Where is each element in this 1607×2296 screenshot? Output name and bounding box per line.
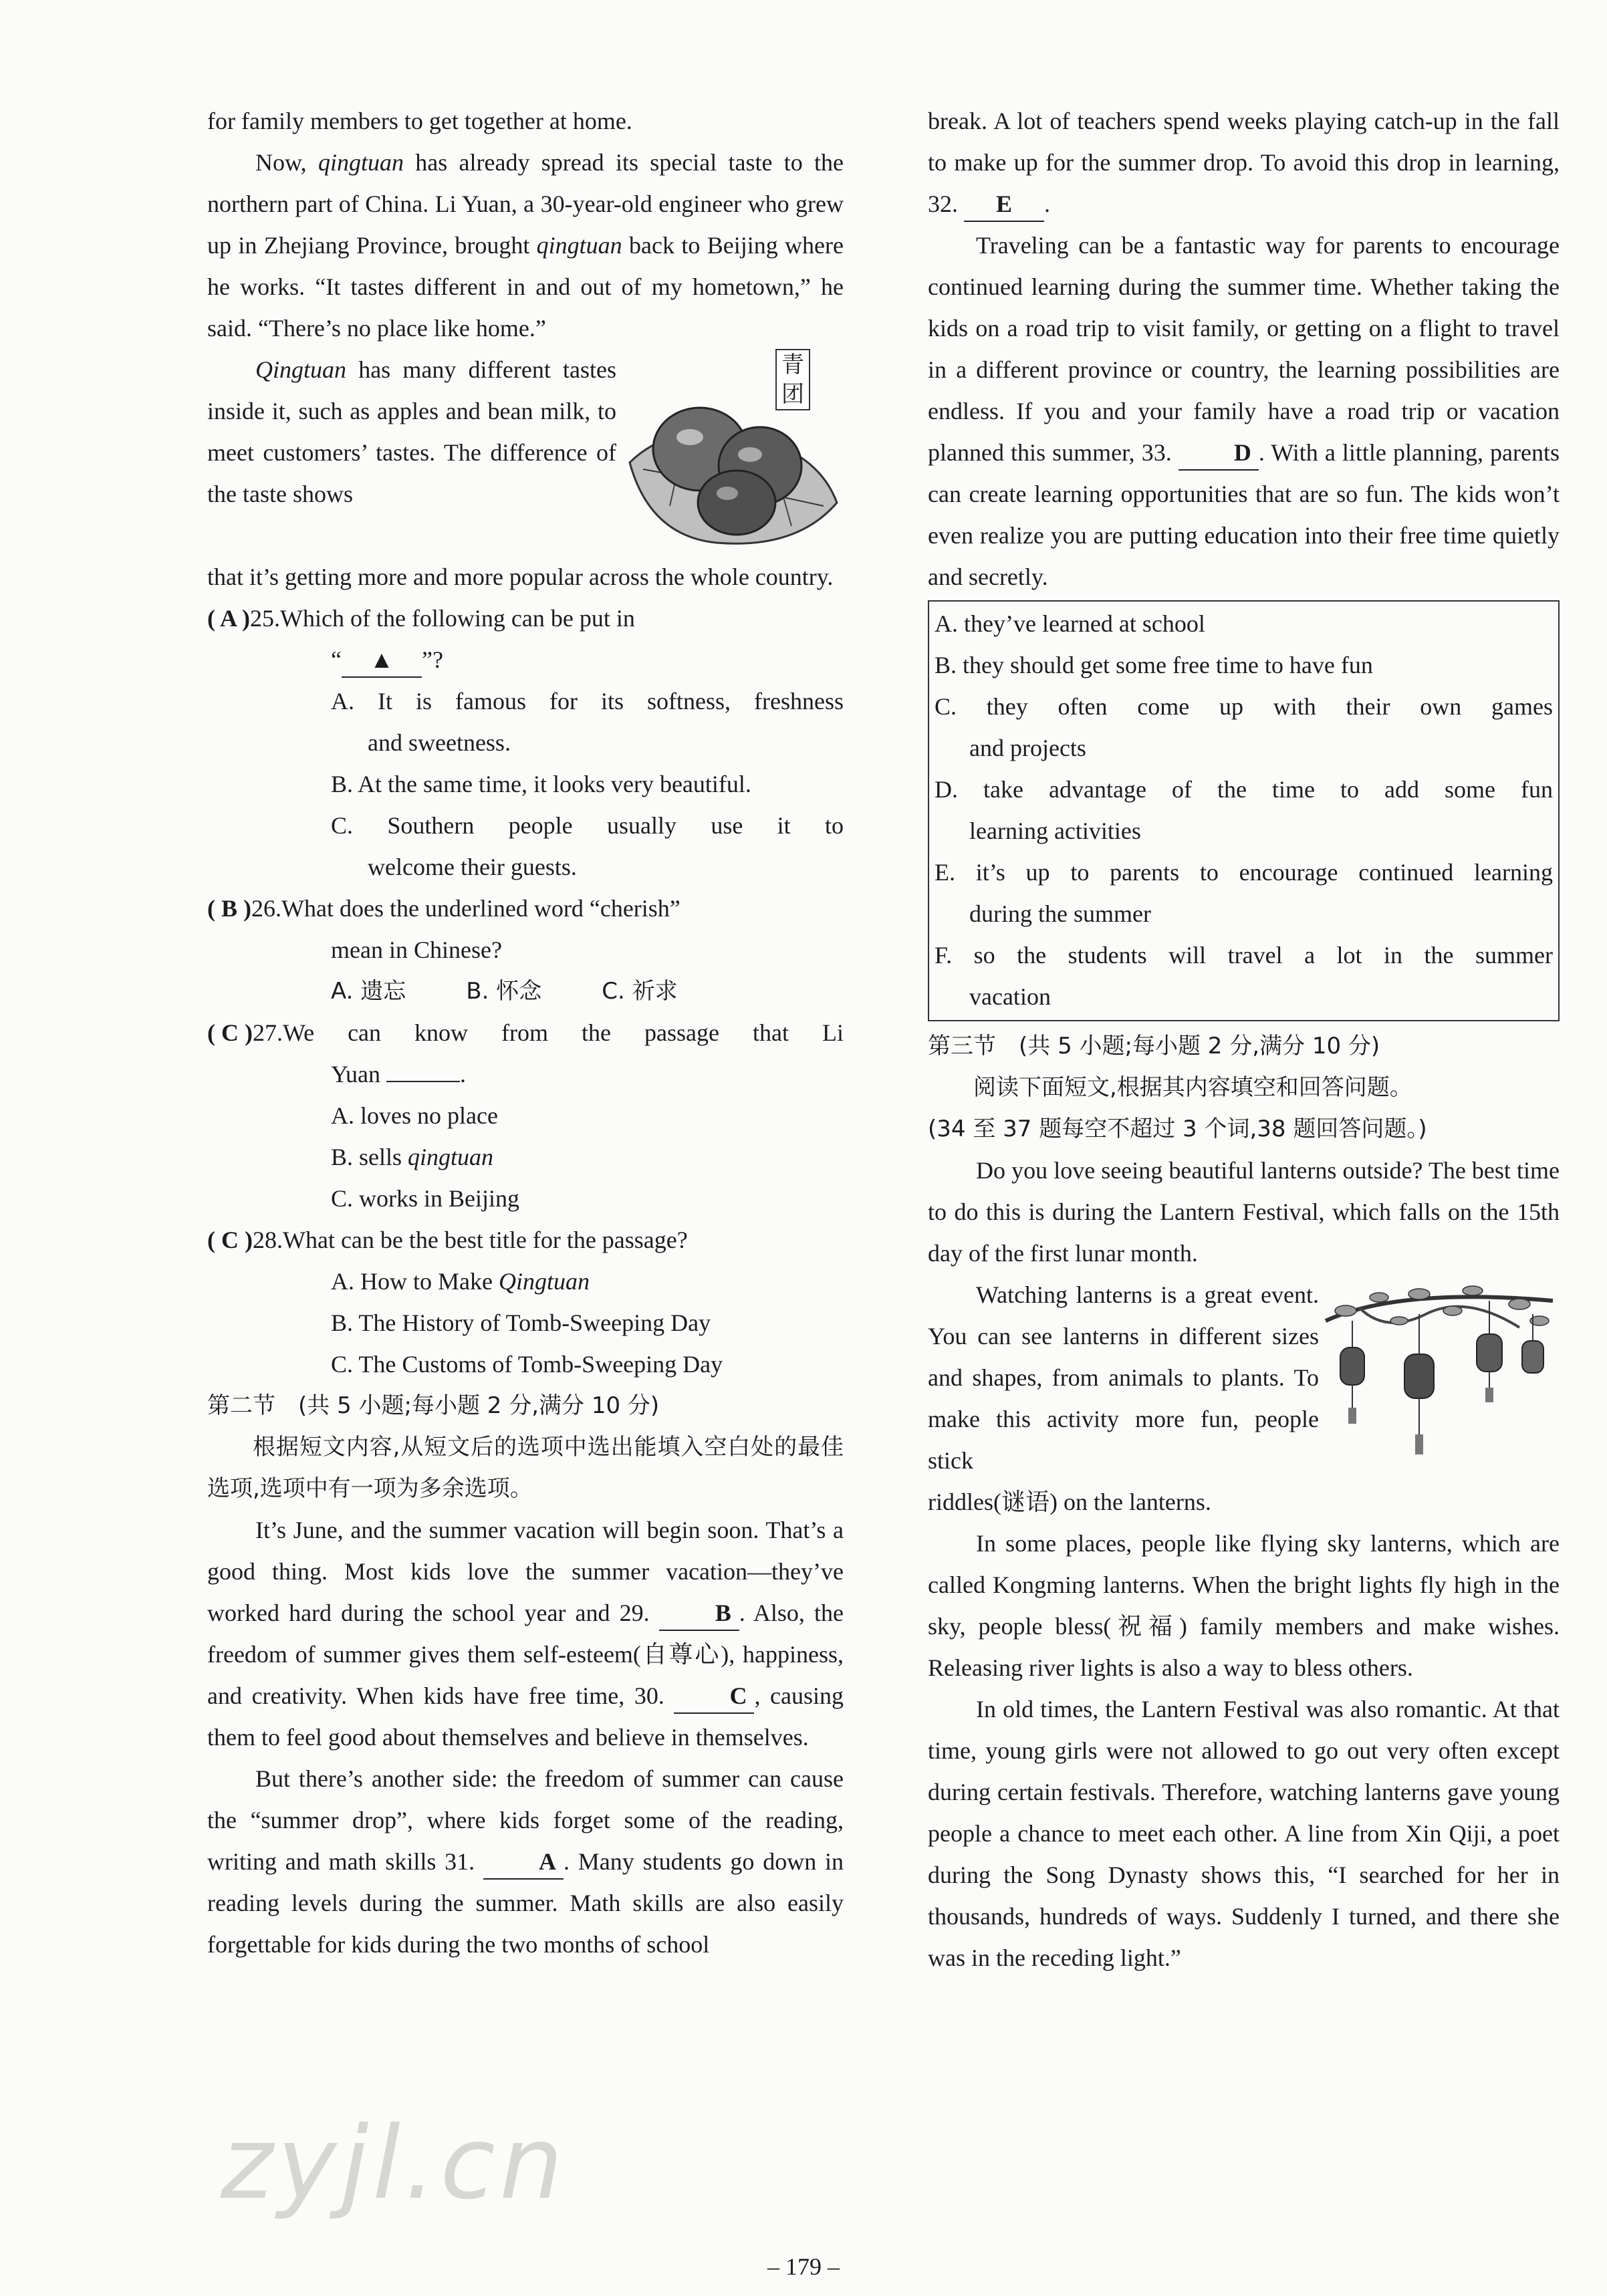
box-option: D. take advantage of the time to add some fun <box>935 776 1553 803</box>
italic-text: Qingtuan <box>255 356 347 383</box>
option: A. 遗忘 <box>331 978 406 1005</box>
italic-text: qingtuan <box>318 149 404 176</box>
watermark: zyjl.cn <box>221 2106 568 2222</box>
option: and sweetness. <box>368 729 511 756</box>
options-box <box>928 600 1560 1021</box>
option: B. 怀念 <box>466 978 542 1005</box>
question-text: “ ▲ ”? <box>207 639 844 680</box>
answer-mark: ( B )26. <box>207 895 281 922</box>
box-option: A. they’ve learned at school <box>935 610 1205 637</box>
answer-mark: ( A )25. <box>207 605 281 632</box>
box-option: and projects <box>969 735 1086 761</box>
option: C. The Customs of Tomb-Sweeping Day <box>331 1351 723 1378</box>
answer-mark: ( C )27. <box>207 1019 283 1046</box>
box-option: C. they often come up with their own games <box>935 693 1553 720</box>
options-row <box>207 971 844 1012</box>
paragraph: But there’s another side: the freedom of summer can cause the “summer drop”, where kids forget some of the reading, writing and math skills 31. A . Many students go down in reading levels during the summer. Math skills are also easily forgettable for kids during the two months of school <box>207 1765 844 1958</box>
answer-blank-29: B <box>659 1596 739 1631</box>
answer-blank <box>386 1081 460 1082</box>
option: B. The History of Tomb-Sweeping Day <box>331 1309 711 1336</box>
question-text: What can be the best title for the passage? <box>282 1227 688 1253</box>
text: back to Beijing where he works. “It tastes different in and out of my hometown,” he said. “There’s no place like home.” <box>207 232 844 342</box>
qingtuan-illustration <box>616 349 844 556</box>
paragraph: It’s June, and the summer vacation will begin soon. That’s a good thing. Most kids love the summer vacation—they’ve worked hard during the school year and 29. B . Also, the freedom of summer gives them self-esteem(自尊心), happiness, and creativity. When kids have free time, 30. C , causing them to feel good about themselves and believe in themselves. <box>207 1517 844 1751</box>
question-text: mean in Chinese? <box>331 936 502 963</box>
question-text: Which of the following can be put in <box>280 605 635 632</box>
paragraph: Watching lanterns is a great event. You can see lanterns in different sizes and shapes, from animals to plants. To make this activity more fun, people stick <box>928 1281 1319 1474</box>
box-option: vacation <box>969 983 1051 1010</box>
italic-text: qingtuan <box>536 232 622 259</box>
option: B. sells qingtuan <box>331 1144 494 1170</box>
page-number: – 179 – <box>767 2253 840 2280</box>
question-27 <box>207 1012 844 1053</box>
option: A. loves no place <box>331 1102 498 1129</box>
text: has already spread its special taste to the northern part of China. Li Yuan, a 30-year-old engineer who grew up in Zhejiang Province, brought <box>207 149 844 259</box>
option: A. It is famous for its softness, freshness <box>331 688 844 715</box>
paragraph <box>207 142 844 349</box>
question-text: We can know from the passage that Li <box>282 1019 844 1046</box>
lantern-figure-block <box>928 1274 1560 1481</box>
answer-mark: ( C )28. <box>207 1227 283 1253</box>
option: welcome their guests. <box>368 854 577 880</box>
text: Now, <box>255 149 318 176</box>
answer-blank-31: A <box>483 1845 564 1880</box>
question-28 <box>207 1219 844 1261</box>
section-instructions: 根据短文内容,从短文后的选项中选出能填入空白处的最佳选项,选项中有一项为多余选项。 <box>207 1434 844 1502</box>
lanterns-image <box>1319 1274 1560 1475</box>
box-option: E. it’s up to parents to encourage continued learning <box>935 859 1553 886</box>
question-26 <box>207 888 844 929</box>
answer-blank-30: C <box>674 1679 754 1714</box>
section-instructions: (34 至 37 题每空不超过 3 个词,38 题回答问题。) <box>928 1116 1427 1142</box>
section-title: 第三节 (共 5 小题;每小题 2 分,满分 10 分) <box>928 1033 1380 1059</box>
paragraph: riddles(谜语) on the lanterns. <box>928 1489 1211 1515</box>
box-option: B. they should get some free time to have fun <box>935 652 1373 678</box>
box-option: during the summer <box>969 900 1151 927</box>
paragraph: break. A lot of teachers spend weeks playing catch-up in the fall to make up for the summer drop. To avoid this drop in learning, 32. E . <box>928 100 1560 225</box>
option: C. 祈求 <box>602 978 678 1005</box>
box-option: learning activities <box>969 817 1141 844</box>
paragraph: that it’s getting more and more popular across the whole country. <box>207 563 834 590</box>
qingtuan-figure-block <box>207 349 844 556</box>
answer-blank-33: D <box>1179 436 1259 471</box>
left-column <box>207 100 844 1965</box>
lantern-illustration <box>1319 1274 1560 1475</box>
text: has many different tastes inside it, such as apples and bean milk, to meet customers’ tastes. The difference of the taste shows <box>207 356 616 507</box>
question-text: Yuan . <box>331 1061 466 1088</box>
paragraph: Traveling can be a fantastic way for parents to encourage continued learning during the summer time. Whether taking the kids on a road trip to visit family, or getting on a flight to travel in a different province or country, the learning possibilities are endless. If you and your family have a road trip or vacation planned this summer, 33. D . With a little planning, parents can create learning opportunities that are so fun. The kids won’t even realize you are putting education into their free time quietly and secretly. <box>928 232 1560 590</box>
answer-blank-32: E <box>964 187 1044 222</box>
paragraph: for family members to get together at home. <box>207 108 632 134</box>
answer-blank: ▲ <box>342 643 422 678</box>
option: B. At the same time, it looks very beautiful. <box>331 771 751 797</box>
paragraph: In some places, people like flying sky lanterns, which are called Kongming lanterns. When the bright lights fly high in the sky, people bless(祝福) family members and make wishes. Releasing river lights is also a way to bless others. <box>928 1530 1560 1681</box>
option: C. Southern people usually use it to <box>331 812 844 839</box>
paragraph <box>207 349 616 556</box>
paragraph: In old times, the Lantern Festival was also romantic. At that time, young girls were not allowed to go out very often except during certain festivals. Therefore, watching lanterns gave young people a chance to meet each other. A line from Xin Qiji, a poet during the Song Dynasty shows this, “I searched for her in thousands, hundreds of ways. Suddenly I turned, and there she was in the receding light.” <box>928 1696 1560 1971</box>
paragraph: Do you love seeing beautiful lanterns outside? The best time to do this is during the Lantern Festival, which falls on the 15th day of the first lunar month. <box>928 1157 1560 1267</box>
qingtuan-label: 青团 <box>775 349 810 410</box>
box-option: F. so the students will travel a lot in the summer <box>935 942 1553 969</box>
question-text: What does the underlined word “cherish” <box>281 895 681 922</box>
option: A. How to Make Qingtuan <box>331 1268 590 1295</box>
section-title: 第二节 (共 5 小题;每小题 2 分,满分 10 分) <box>207 1392 660 1419</box>
option: C. works in Beijing <box>331 1185 520 1212</box>
section-instructions: 阅读下面短文,根据其内容填空和回答问题。 <box>973 1074 1412 1101</box>
question-25 <box>207 598 844 639</box>
right-column <box>928 100 1560 1979</box>
